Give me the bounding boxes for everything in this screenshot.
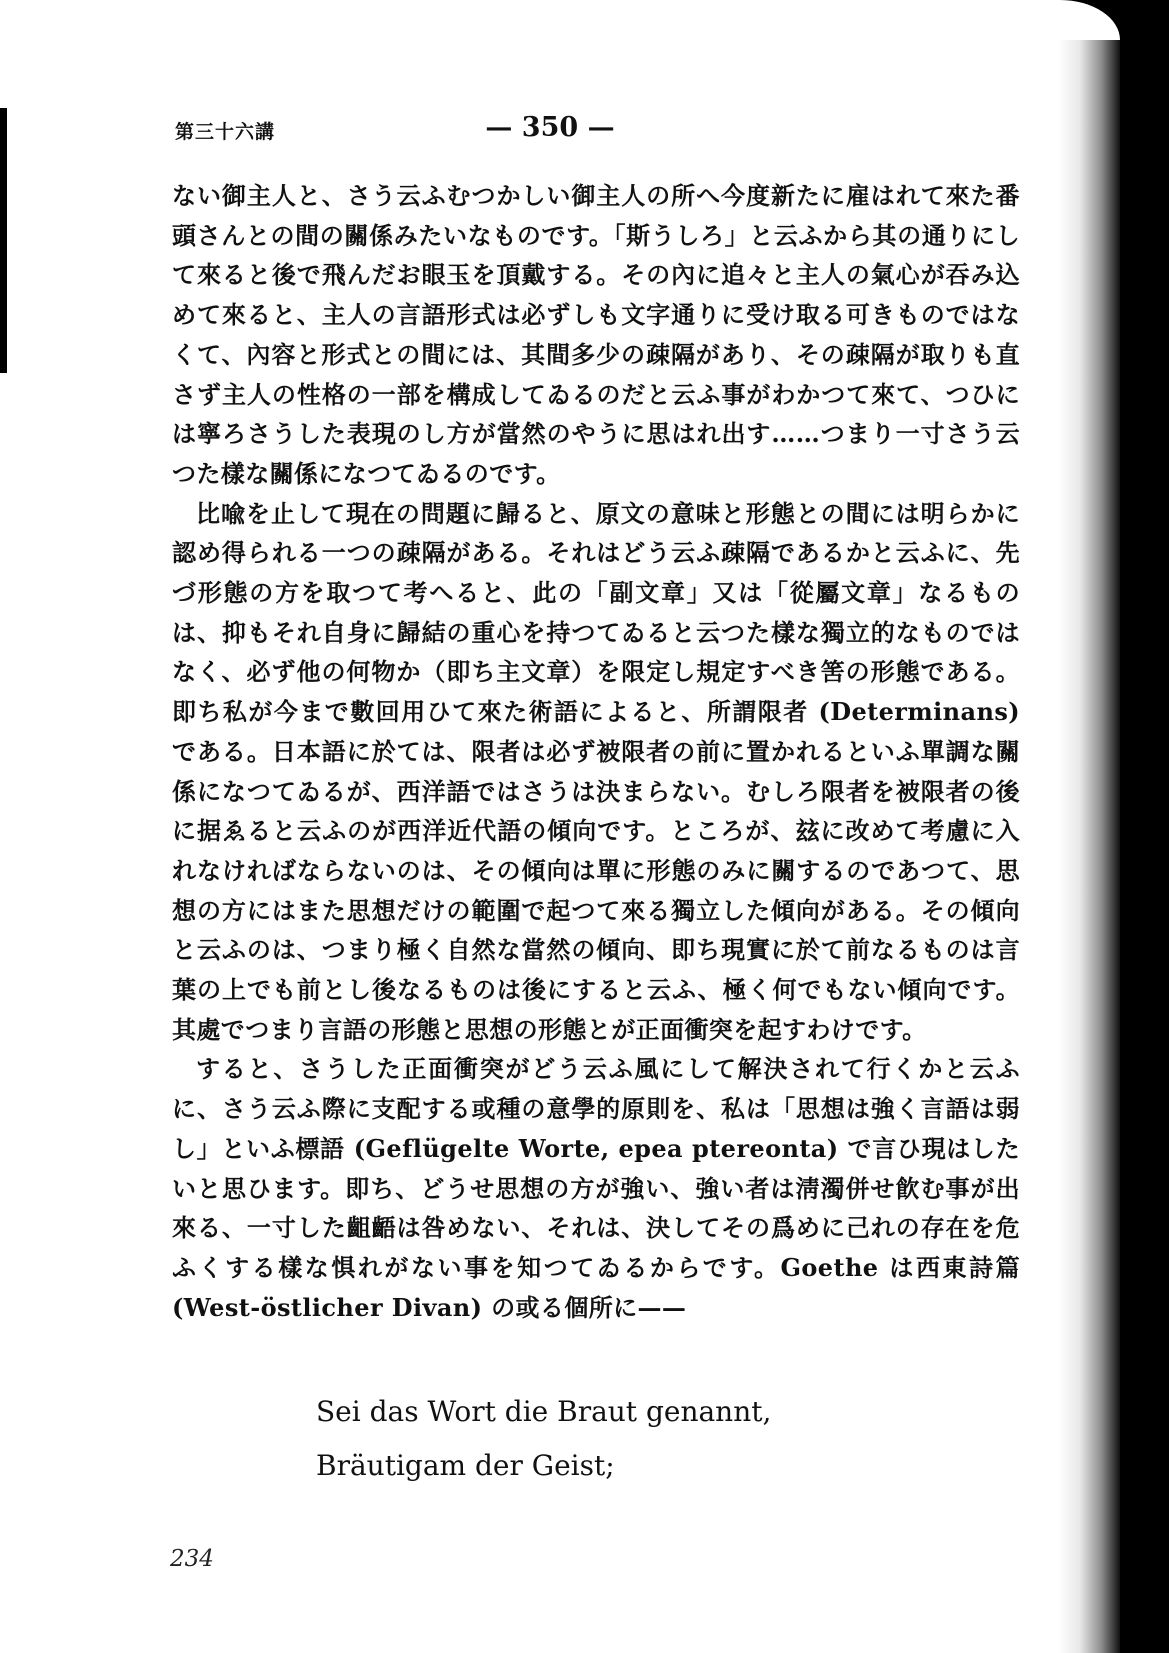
folio-number: 234 [170,1546,214,1572]
page-number: — 350 — [485,112,615,143]
verse-line-2: Bräutigam der Geist; [316,1449,615,1482]
paragraph-1: ない御主人と、さう云ふむつかしい御主人の所へ今度新たに雇はれて來た番頭さんとの間の關係みたいなものです。「斯うしろ」と云ふから其の通りにして來ると後で飛んだお眼玉を頂戴する。その內に追々と主人の氣心が吞み込めて來ると、主人の言語形式は必ずしも文字通りに受け取る可きものではなくて、內容と形式との間には、其間多少の疎隔があり、その疎隔が取りも直さず主人の性格の一部を構成してゐるのだと云ふ事がわかつて來て、つひには寧ろさうした表現のし方が當然のやうに思はれ出す……つまり一寸さう云つた樣な關係になつてゐるのです。 [172,181,1020,488]
verse-quote [316,1385,771,1493]
chapter-heading: 第三十六講 [175,121,276,143]
paragraph-3: すると、さうした正面衝突がどう云ふ風にして解決されて行くかと云ふに、さう云ふ際に支配する或種の意學的原則を、私は「思想は強く言語は弱し」といふ標語 (Geflügelte Worte, epea ptereonta) で言ひ現はしたいと思ひます。即ち、どうせ思想の方が強い、強い者は淸濁併せ飮む事が出來る、一寸した齟齬は咎めない、それは、決してその爲めに己れの存在を危ふくする樣な惧れがない事を知つてゐるからです。Goethe は西東詩篇 (West-östlicher Divan) の或る個所に—— [172,1054,1020,1322]
scan-left-mark [0,108,7,373]
verse-line-1: Sei das Wort die Braut genannt, [316,1395,772,1428]
page-edge-shadow [1058,40,1120,1653]
body-text [172,176,1020,1327]
paragraph-2: 比喩を止して現在の問題に歸ると、原文の意味と形態との間には明らかに認め得られる一つの疎隔がある。それはどう云ふ疎隔であるかと云ふに、先づ形態の方を取つて考へると、此の「副文章」又は「從屬文章」なるものは、抑もそれ自身に歸結の重心を持つてゐると云つた樣な獨立的なものではなく、必ず他の何物か（即ち主文章）を限定し規定すべき筈の形態である。即ち私が今まで數回用ひて來た術語によると、所謂限者 (Determinans) である。日本語に於ては、限者は必ず被限者の前に置かれるといふ單調な關係になつてゐるが、西洋語ではさうは決まらない。むしろ限者を被限者の後に据ゑると云ふのが西洋近代語の傾向です。ところが、玆に改めて考慮に入れなければならないのは、その傾向は單に形態のみに關するのであつて、思想の方にはまた思想だけの範圍で起つて來る獨立した傾向がある。その傾向と云ふのは、つまり極く自然な當然の傾向、即ち現實に於て前なるものは言葉の上でも前とし後なるものは後にすると云ふ、極く何でもない傾向です。其處でつまり言語の形態と思想の形態とが正面衝突を起すわけです。 [172,498,1020,1044]
